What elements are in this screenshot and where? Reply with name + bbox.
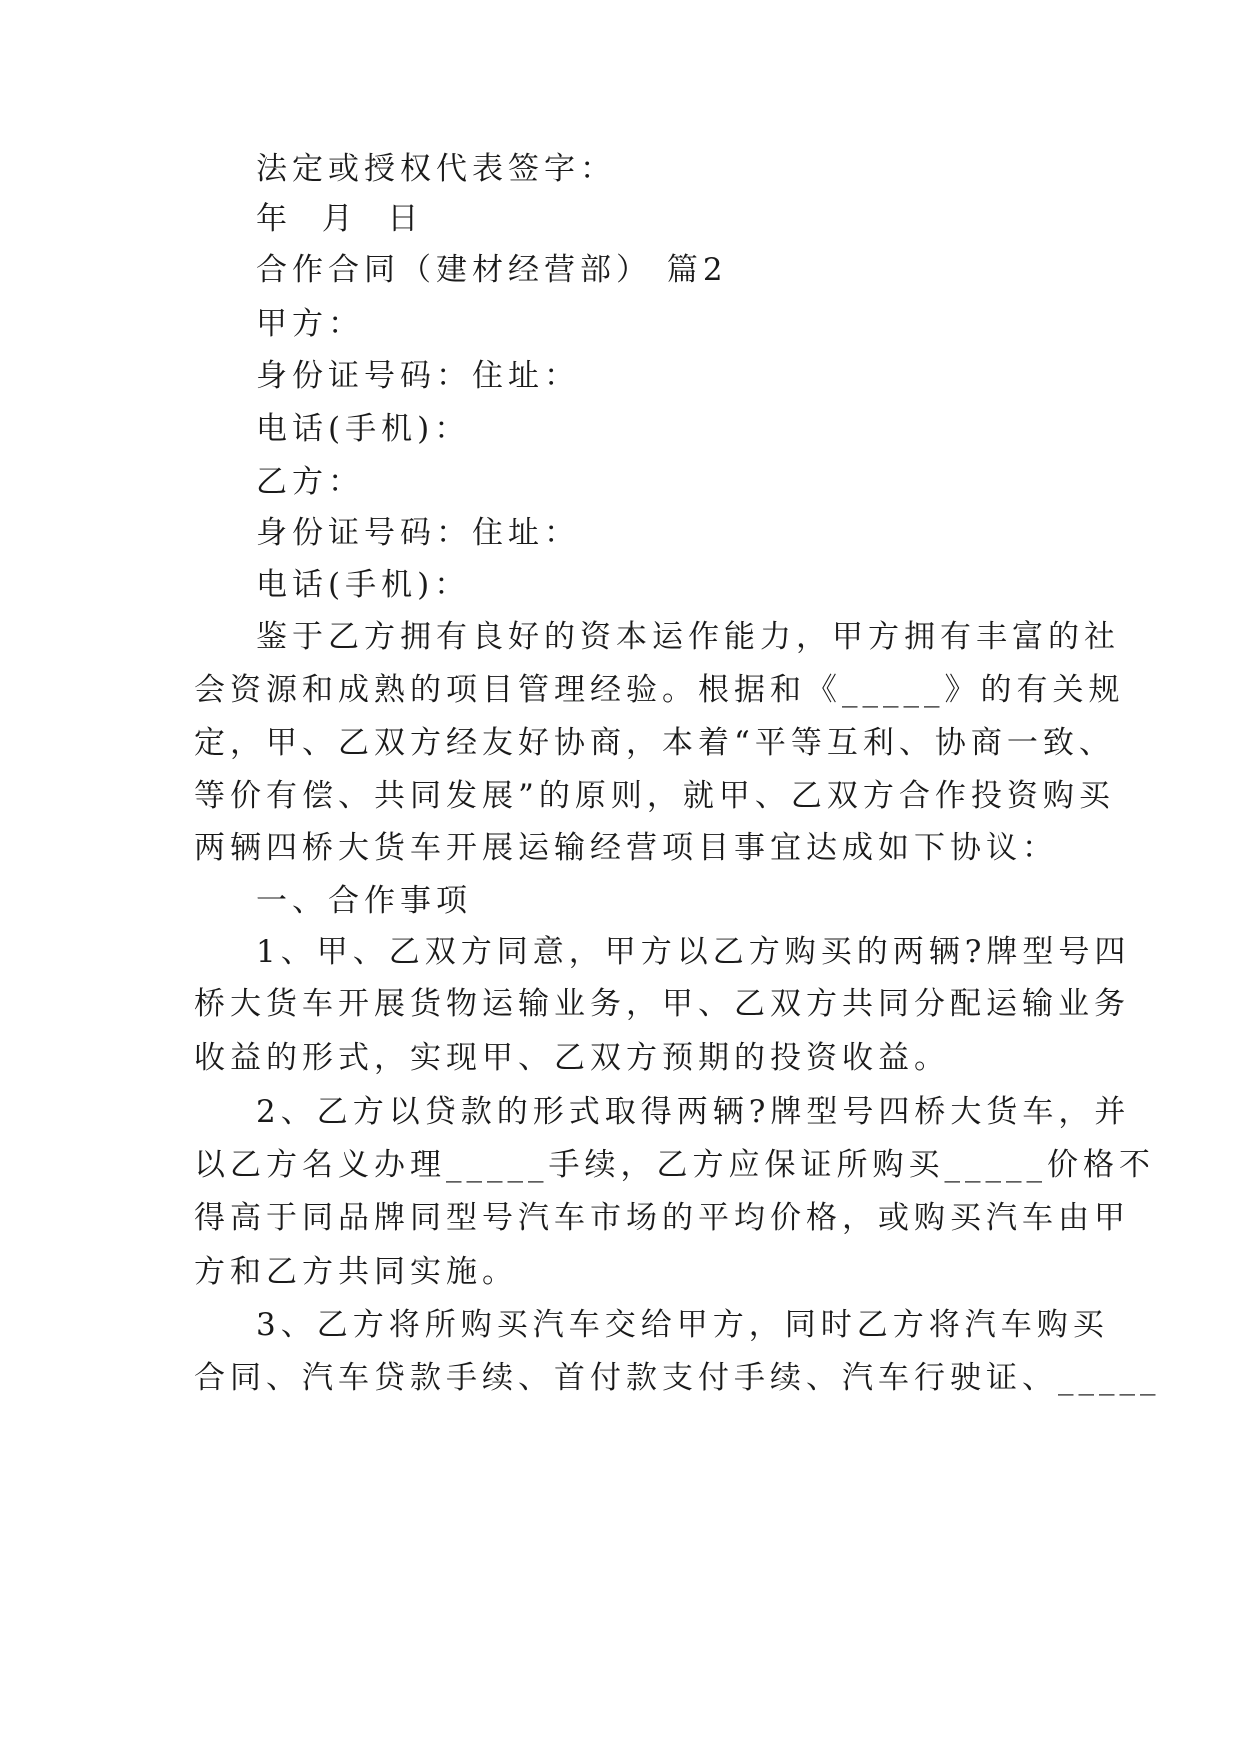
date-line: 年 月 日 xyxy=(256,201,424,237)
party-b-id-address: 身份证号码：住址： xyxy=(256,515,580,551)
party-b-phone: 电话(手机)： xyxy=(256,567,471,603)
preamble-line: 两辆四桥大货车开展运输经营项目事宜达成如下协议： xyxy=(194,830,1058,866)
clause-2-line: 得高于同品牌同型号汽车市场的平均价格，或购买汽车由甲 xyxy=(194,1200,1130,1236)
party-a-phone: 电话(手机)： xyxy=(256,411,471,447)
clause-1-line: 桥大货车开展货物运输业务，甲、乙双方共同分配运输业务 xyxy=(194,986,1130,1022)
section-heading: 一、合作事项 xyxy=(256,883,472,919)
contract-title: 合作合同（建材经营部） 篇2 xyxy=(256,252,728,288)
clause-1-line: 1、甲、乙双方同意，甲方以乙方购买的两辆?牌型号四 xyxy=(256,934,1131,970)
clause-1-line: 收益的形式，实现甲、乙双方预期的投资收益。 xyxy=(194,1040,950,1076)
clause-3-line: 3、乙方将所购买汽车交给甲方，同时乙方将汽车购买 xyxy=(256,1307,1109,1343)
preamble-line: 等价有偿、共同发展”的原则，就甲、乙双方合作投资购买 xyxy=(194,778,1115,814)
party-b-label: 乙方： xyxy=(256,464,364,500)
clause-2-line: 方和乙方共同实施。 xyxy=(194,1254,518,1290)
signature-label: 法定或授权代表签字： xyxy=(256,151,616,187)
party-a-id-address: 身份证号码：住址： xyxy=(256,358,580,394)
preamble-line: 定，甲、乙双方经友好协商，本着“平等互利、协商一致、 xyxy=(194,725,1115,761)
party-a-label: 甲方： xyxy=(256,306,364,342)
clause-2-line: 2、乙方以贷款的形式取得两辆?牌型号四桥大货车，并 xyxy=(256,1094,1131,1130)
clause-3-line: 合同、汽车贷款手续、首付款支付手续、汽车行驶证、_____ xyxy=(194,1360,1161,1396)
preamble-line: 会资源和成熟的项目管理经验。根据和《_____》的有关规 xyxy=(194,672,1125,708)
clause-2-line: 以乙方名义办理_____手续，乙方应保证所购买_____价格不 xyxy=(194,1147,1155,1183)
preamble-line: 鉴于乙方拥有良好的资本运作能力，甲方拥有丰富的社 xyxy=(256,619,1120,655)
